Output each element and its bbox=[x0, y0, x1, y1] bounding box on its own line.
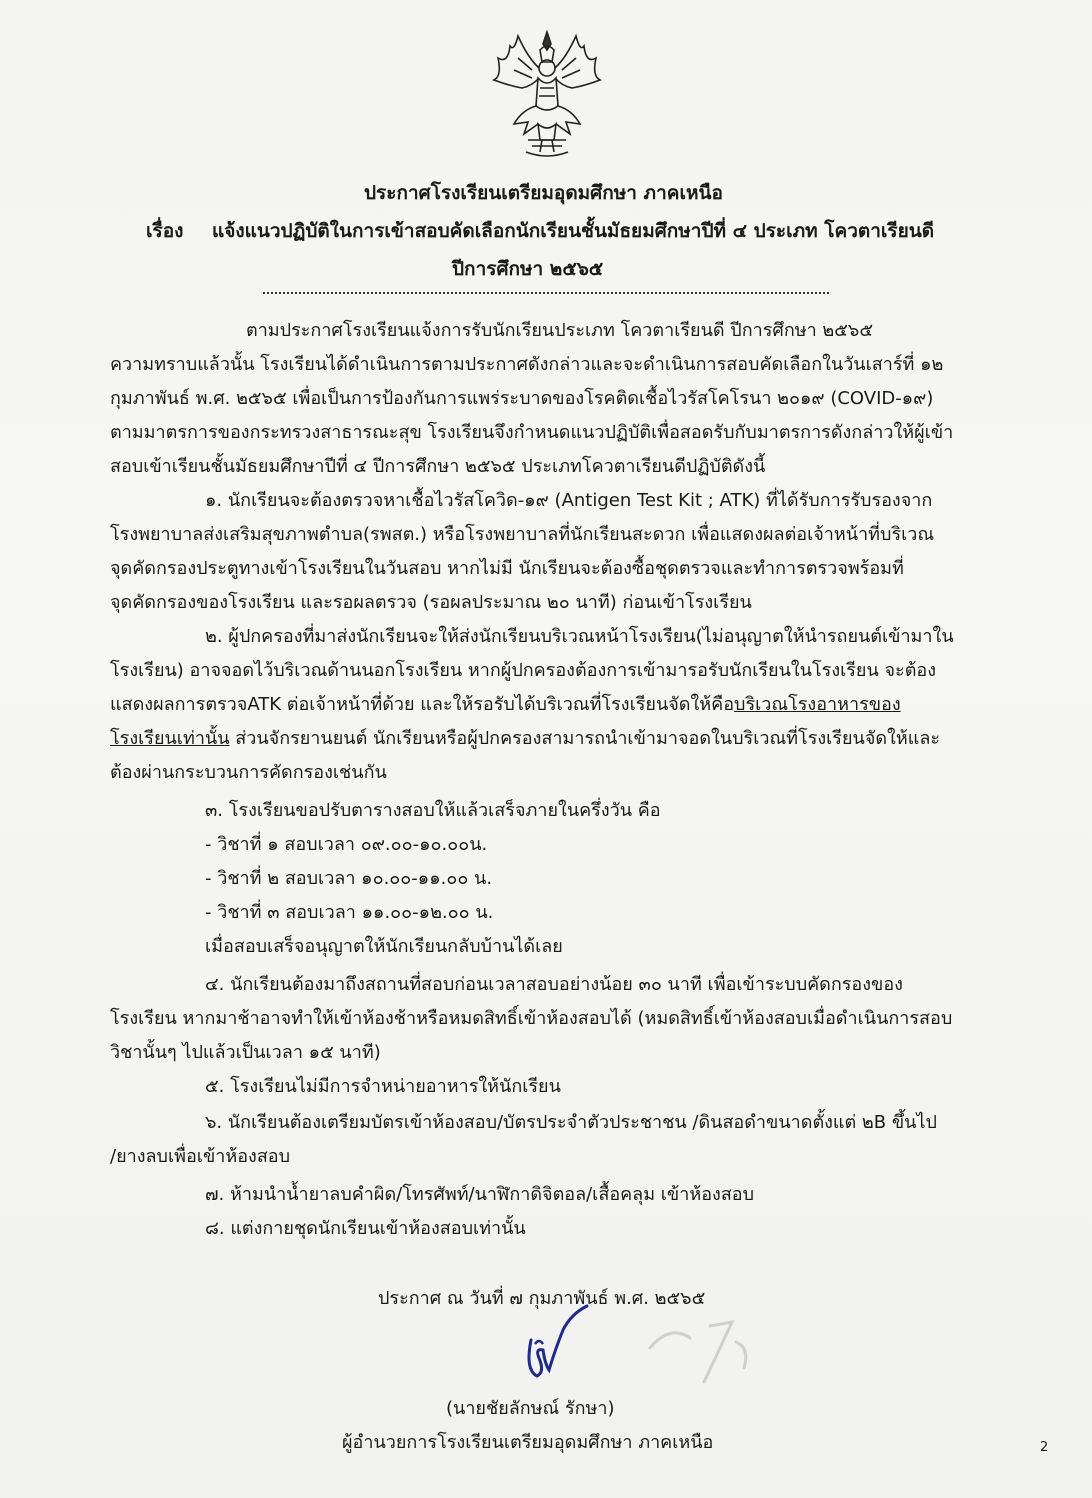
document-title: ประกาศโรงเรียนเตรียมอุดมศึกษา ภาคเหนือ bbox=[364, 182, 723, 204]
garuda-emblem-icon bbox=[488, 28, 606, 160]
exam-schedule-1: - วิชาที่ ๑ สอบเวลา ๐๙.๐๐-๑๐.๐๐น. bbox=[205, 834, 488, 855]
cafeteria-location-underlined: บริเวณโรงอาหารของ bbox=[734, 694, 901, 715]
academic-year: ปีการศึกษา ๒๕๖๕ bbox=[452, 258, 604, 280]
item-7-line: ๗. ห้ามนำน้ำยาลบคำผิด/โทรศัพท์/นาฬิกาดิจิตอล/เสื้อคลุม เข้าห้องสอบ bbox=[205, 1184, 755, 1205]
signer-name: (นายชัยลักษณ์ รักษา) bbox=[446, 1398, 615, 1419]
item-1-line: ๑. นักเรียนจะต้องตรวจหาเชื้อไวรัสโควิด-๑๙ (Antigen Test Kit ; ATK) ที่ได้รับการรับรองจาก bbox=[205, 490, 933, 511]
item-4-line: วิชานั้นๆ ไปแล้วเป็นเวลา ๑๕ นาที) bbox=[110, 1042, 381, 1063]
intro-line: ความทราบแล้วนั้น โรงเรียนได้ดำเนินการตามประกาศดังกล่าวและจะดำเนินการสอบคัดเลือกในวันเสาร์ที่ ๑๒ bbox=[110, 354, 944, 375]
signer-title: ผู้อำนวยการโรงเรียนเตรียมอุดมศึกษา ภาคเหนือ bbox=[342, 1432, 714, 1453]
item-5-line: ๕. โรงเรียนไม่มีการจำหน่ายอาหารให้นักเรียน bbox=[205, 1076, 561, 1097]
header-divider bbox=[263, 292, 829, 294]
item-2-text: แสดงผลการตรวจATK ต่อเจ้าหน้าที่ด้วย และให้รอรับได้บริเวณที่โรงเรียนจัดให้คือ bbox=[110, 694, 735, 715]
intro-line: ตามมาตรการของกระทรวงสาธารณะสุข โรงเรียนจึงกำหนดแนวปฏิบัติเพื่อสอดรับกับมาตรการดังกล่าวให้ผู้เข้า bbox=[110, 422, 954, 443]
item-6-line: /ยางลบเพื่อเข้าห้องสอบ bbox=[110, 1146, 291, 1167]
item-2-line bbox=[110, 692, 901, 718]
item-2-line: โรงเรียน) อาจจอดไว้บริเวณด้านนอกโรงเรียน หากผู้ปกครองต้องการเข้ามารอรับนักเรียนในโรงเรียน จะต้อง bbox=[110, 660, 937, 681]
item-2-line: ต้องผ่านกระบวนการคัดกรองเช่นกัน bbox=[110, 762, 387, 783]
intro-line: สอบเข้าเรียนชั้นมัธยมศึกษาปีที่ ๔ ปีการศึกษา ๒๕๖๕ ประเภทโควตาเรียนดีปฏิบัติดังนี้ bbox=[110, 456, 766, 477]
item-2-text: ส่วนจักรยานยนต์ นักเรียนหรือผู้ปกครองสามารถนำเข้ามาจอดในบริเวณที่โรงเรียนจัดให้และ bbox=[229, 728, 941, 749]
announcement-date: ประกาศ ณ วันที่ ๗ กุมภาพันธ์ พ.ศ. ๒๕๖๕ bbox=[378, 1288, 706, 1309]
intro-line: ตามประกาศโรงเรียนแจ้งการรับนักเรียนประเภท โควตาเรียนดี ปีการศึกษา ๒๕๖๕ bbox=[246, 320, 873, 341]
item-2-line bbox=[110, 726, 940, 752]
exam-schedule-2: - วิชาที่ ๒ สอบเวลา ๑๐.๐๐-๑๑.๐๐ น. bbox=[205, 868, 493, 889]
intro-line: กุมภาพันธ์ พ.ศ. ๒๕๖๕ เพื่อเป็นการป้องกันการแพร่ระบาดของโรคติดเชื้อไวรัสโคโรนา ๒๐๑๙ (COVID-๑๙) bbox=[110, 388, 934, 409]
item-2-line: ๒. ผู้ปกครองที่มาส่งนักเรียนจะให้ส่งนักเรียนบริเวณหน้าโรงเรียน(ไม่อนุญาตให้นำรถยนต์เข้ามาใน bbox=[205, 626, 954, 647]
item-8-line: ๘. แต่งกายชุดนักเรียนเข้าห้องสอบเท่านั้น bbox=[205, 1218, 526, 1239]
item-3-line: ๓. โรงเรียนขอปรับตารางสอบให้แล้วเสร็จภายในครึ่งวัน คือ bbox=[205, 800, 661, 821]
item-1-line: จุดคัดกรองประตูทางเข้าโรงเรียนในวันสอบ หากไม่มี นักเรียนจะต้องซื้อชุดตรวจและทำการตรวจพร้อมที่ bbox=[110, 558, 904, 579]
page-number: 2 bbox=[1040, 1440, 1049, 1455]
item-6-line: ๖. นักเรียนต้องเตรียมบัตรเข้าห้องสอบ/บัตรประจำตัวประชาชน /ดินสอดำขนาดตั้งแต่ ๒B ขึ้นไป bbox=[205, 1112, 937, 1133]
item-1-line: จุดคัดกรองของโรงเรียน และรอผลตรวจ (รอผลประมาณ ๒๐ นาที) ก่อนเข้าโรงเรียน bbox=[110, 592, 752, 613]
handwritten-signature-icon bbox=[515, 1300, 595, 1390]
exam-schedule-3: - วิชาที่ ๓ สอบเวลา ๑๑.๐๐-๑๒.๐๐ น. bbox=[205, 902, 494, 923]
item-4-line: โรงเรียน หากมาช้าอาจทำให้เข้าห้องช้าหรือหมดสิทธิ์เข้าห้องสอบได้ (หมดสิทธิ์เข้าห้องสอบเมื่อดำเนินการสอบ bbox=[110, 1008, 953, 1029]
subject-label: เรื่อง bbox=[146, 220, 184, 242]
embossed-seal-icon bbox=[640, 1318, 760, 1396]
school-only-underlined: โรงเรียนเท่านั้น bbox=[110, 728, 230, 749]
item-4-line: ๔. นักเรียนต้องมาถึงสถานที่สอบก่อนเวลาสอบอย่างน้อย ๓๐ นาที เพื่อเข้าระบบคัดกรองของ bbox=[205, 974, 903, 995]
item-1-line: โรงพยาบาลส่งเสริมสุขภาพตำบล(รพสต.) หรือโรงพยาบาลที่นักเรียนสะดวก เพื่อแสดงผลต่อเจ้าหน้าที่บริเวณ bbox=[110, 524, 935, 545]
subject-text: แจ้งแนวปฏิบัติในการเข้าสอบคัดเลือกนักเรียนชั้นมัธยมศึกษาปีที่ ๔ ประเภท โควตาเรียนดี bbox=[212, 220, 935, 242]
item-3-line: เมื่อสอบเสร็จอนุญาตให้นักเรียนกลับบ้านได้เลย bbox=[205, 936, 563, 957]
